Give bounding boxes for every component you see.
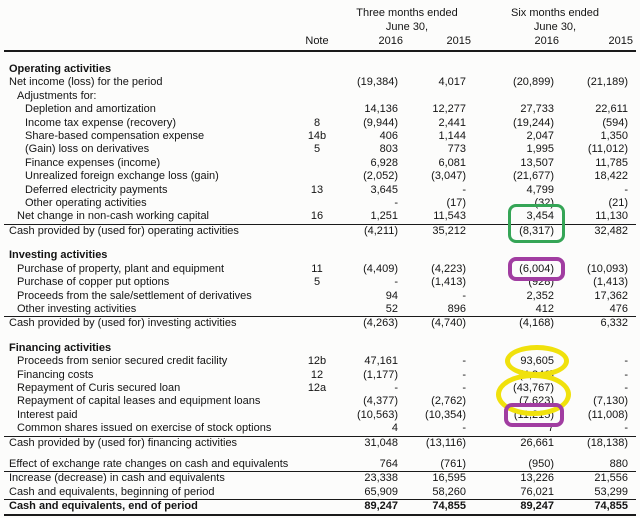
cell-value-3m-2015: 16,595 (432, 472, 467, 485)
year-header-6m-2015: 2015 (562, 34, 636, 51)
table-row (4, 472, 636, 486)
cell-value-3m-2015: 35,212 (432, 224, 467, 237)
table-row (4, 369, 636, 382)
row-note: 8 (313, 116, 321, 129)
table-header (4, 6, 636, 51)
cell-value-3m-2015: (4,223) (431, 262, 467, 275)
table-row (4, 117, 636, 130)
cell-value-6m-2016: 93,605 (520, 355, 555, 368)
table-row (4, 184, 636, 197)
cell-value-6m-2016: 7 (547, 422, 555, 435)
cell-value-6m-2016: 13,507 (520, 156, 555, 169)
cell-value-6m-2015: 74,855 (594, 500, 629, 513)
cell-value-6m-2016: (8,317) (519, 224, 555, 237)
table-row (4, 486, 636, 500)
row-label: Depletion and amortization (25, 103, 156, 116)
cell-value-6m-2015: (21) (608, 197, 629, 210)
table-row (4, 197, 636, 210)
cell-value-3m-2015: - (462, 368, 467, 381)
row-label: Share-based compensation expense (25, 130, 205, 143)
table-row (4, 76, 636, 89)
cell-value-3m-2015: (761) (440, 457, 467, 470)
cell-value-6m-2015: - (624, 381, 629, 394)
cell-value-6m-2016: 76,021 (520, 485, 555, 498)
cell-value-6m-2016: (4,168) (519, 317, 555, 330)
cell-value-6m-2016: 2,047 (526, 130, 555, 143)
cell-value-6m-2016: 3,454 (526, 210, 555, 223)
table-row (4, 130, 636, 143)
row-label: Effect of exchange rate changes on cash and equivalents (9, 457, 289, 470)
cell-value-6m-2015: 53,299 (594, 485, 629, 498)
table-row (4, 143, 636, 156)
cell-value-6m-2016: 2,352 (526, 289, 555, 302)
table-row (4, 103, 636, 116)
row-label: Finance expenses (income) (25, 156, 161, 169)
row-note (294, 76, 340, 89)
cell-value-3m-2016: (2,052) (363, 170, 398, 183)
cell-value-6m-2015: 32,482 (594, 224, 629, 237)
row-label: (Gain) loss on derivatives (25, 143, 150, 156)
cell-value-3m-2015: - (462, 381, 467, 394)
cell-value-6m-2015: - (624, 355, 629, 368)
cell-value-3m-2016: (4,409) (363, 262, 398, 275)
cell-value-6m-2015: (594) (602, 116, 629, 129)
row-note (294, 224, 340, 238)
table-row (4, 303, 636, 317)
cell-value-3m-2016: 52 (385, 302, 398, 315)
cell-value-6m-2015: (10,093) (587, 262, 629, 275)
row-label: Other investing activities (17, 302, 137, 315)
row-label: Cash and equivalents, end of period (9, 500, 198, 513)
year-header-6m-2016: 2016 (474, 34, 562, 51)
cell-value-6m-2016: (6,004) (519, 262, 555, 275)
year-header-3m-2016: 2016 (340, 34, 406, 51)
row-note (294, 486, 340, 500)
cell-value-3m-2015: - (462, 289, 467, 302)
table-row (4, 355, 636, 368)
table-row (4, 224, 636, 238)
cell-value-3m-2016: 31,048 (364, 436, 398, 449)
cell-value-6m-2016: 4,799 (526, 183, 555, 196)
cell-value-3m-2016: (4,263) (363, 317, 398, 330)
row-note (294, 303, 340, 317)
cash-flow-table (4, 6, 636, 516)
cell-value-3m-2015: - (462, 422, 467, 435)
six-months-date: June 30, (533, 21, 577, 33)
cell-value-6m-2016: 412 (535, 302, 555, 315)
row-note (294, 422, 340, 436)
cell-value-3m-2016: 14,136 (364, 103, 398, 116)
cell-value-6m-2016: (4,346) (519, 368, 555, 381)
row-note (294, 317, 340, 331)
cell-value-6m-2015: 22,611 (595, 103, 629, 116)
cell-value-3m-2016: 1,251 (370, 210, 398, 223)
cell-value-3m-2016: - (394, 276, 398, 289)
cell-value-6m-2015: (21,189) (587, 76, 629, 89)
row-label: Cash provided by (used for) operating activities (9, 224, 239, 237)
row-label: Net change in non-cash working capital (17, 210, 210, 223)
row-note (294, 436, 340, 450)
cell-value-3m-2016: 803 (379, 143, 398, 156)
row-note (294, 450, 340, 472)
cell-value-3m-2015: - (462, 183, 467, 196)
cell-value-3m-2015: (4,740) (431, 317, 467, 330)
cell-value-3m-2016: (4,377) (363, 395, 398, 408)
row-label: Common shares issued on exercise of stock options (17, 422, 272, 435)
row-label: Financing activities (9, 341, 112, 354)
row-label: Unrealized foreign exchange loss (gain) (25, 170, 219, 183)
cell-value-6m-2015: 880 (609, 457, 629, 470)
cell-value-3m-2015: (3,047) (431, 170, 467, 183)
cell-value-6m-2016: 1,995 (526, 143, 555, 156)
cell-value-6m-2015: - (624, 422, 629, 435)
table-row (4, 450, 636, 472)
cell-value-3m-2015: 12,277 (432, 103, 467, 116)
row-label: Other operating activities (25, 197, 147, 210)
cell-value-6m-2015: 476 (609, 302, 629, 315)
row-note (294, 157, 340, 170)
row-label: Adjustments for: (17, 89, 97, 102)
cell-value-6m-2015: 11,785 (595, 156, 629, 169)
row-note (294, 90, 340, 103)
table-row (4, 382, 636, 395)
table-row (4, 90, 636, 103)
cell-value-3m-2016: 23,338 (364, 472, 398, 485)
cell-value-3m-2016: (9,944) (363, 116, 398, 129)
cell-value-6m-2015: (1,413) (593, 276, 629, 289)
cell-value-6m-2016: (43,767) (513, 381, 555, 394)
row-note: 12a (307, 381, 327, 394)
row-note (294, 103, 340, 116)
cell-value-6m-2016: 27,733 (520, 103, 555, 116)
row-note (294, 331, 340, 355)
row-label: Deferred electricity payments (25, 183, 168, 196)
row-note (294, 500, 340, 515)
period-subtitle-row (4, 20, 636, 34)
cell-value-3m-2016: 764 (379, 457, 398, 470)
row-note (294, 170, 340, 183)
cell-value-3m-2016: 94 (385, 289, 398, 302)
table-row (4, 290, 636, 303)
cell-value-6m-2016: 13,226 (520, 472, 555, 485)
cell-value-3m-2016: (4,211) (363, 224, 398, 237)
row-label: Operating activities (9, 63, 112, 75)
row-label: Cash provided by (used for) financing activities (9, 436, 238, 449)
cell-value-3m-2015: (13,116) (425, 436, 467, 449)
period-title-row (4, 6, 636, 20)
column-header-row (4, 34, 636, 51)
cell-value-6m-2015: 21,556 (594, 472, 629, 485)
row-note: 12 (310, 368, 324, 381)
table-row (4, 395, 636, 408)
cell-value-6m-2015: (11,008) (587, 408, 629, 421)
cell-value-6m-2016: (19,244) (513, 116, 555, 129)
table-row (4, 210, 636, 224)
six-months-group-title: Six months ended (510, 7, 600, 19)
row-note (294, 51, 340, 76)
three-months-group-title: Three months ended (356, 7, 458, 19)
row-label: Increase (decrease) in cash and equivalents (9, 472, 225, 485)
cell-value-6m-2015: (7,130) (593, 395, 629, 408)
row-note (294, 238, 340, 262)
row-label: Cash and equivalents, beginning of period (9, 485, 215, 498)
cell-value-3m-2016: 3,645 (370, 183, 398, 196)
row-note (294, 472, 340, 486)
table-row (4, 331, 636, 355)
row-label: Purchase of copper put options (17, 276, 170, 289)
cell-value-3m-2016: 406 (379, 130, 398, 143)
cell-value-3m-2016: (19,384) (357, 76, 398, 89)
row-label: Net income (loss) for the period (9, 76, 163, 89)
cell-value-6m-2015: 18,422 (594, 170, 629, 183)
cell-value-3m-2015: (1,413) (431, 276, 467, 289)
cell-value-6m-2016: (7,623) (519, 395, 555, 408)
cell-value-3m-2016: (10,563) (357, 408, 398, 421)
note-column-header: Note (294, 34, 340, 51)
row-label: Cash provided by (used for) investing activities (9, 317, 237, 330)
table-row (4, 409, 636, 422)
row-note: 12b (307, 355, 327, 368)
row-note (294, 409, 340, 422)
row-label: Repayment of capital leases and equipment loans (17, 395, 261, 408)
cell-value-3m-2016: 89,247 (364, 500, 398, 513)
three-months-date: June 30, (385, 21, 429, 33)
cell-value-3m-2016: 6,928 (370, 156, 398, 169)
row-note: 13 (310, 183, 324, 196)
cell-value-3m-2016: - (394, 197, 398, 210)
table-row (4, 157, 636, 170)
cell-value-6m-2015: (11,012) (587, 143, 629, 156)
cell-value-3m-2015: 2,441 (438, 116, 467, 129)
cell-value-3m-2015: 896 (447, 302, 467, 315)
cell-value-6m-2016: (950) (528, 457, 555, 470)
row-note: 11 (311, 262, 323, 275)
row-note: 16 (294, 210, 340, 224)
row-label: Financing costs (17, 368, 94, 381)
cell-value-6m-2016: (20,899) (513, 76, 555, 89)
cell-value-6m-2015: 1,350 (600, 130, 629, 143)
table-row (4, 170, 636, 183)
row-note: 5 (313, 276, 321, 289)
row-note (294, 290, 340, 303)
cell-value-6m-2016: 89,247 (520, 500, 555, 513)
cell-value-3m-2015: 58,260 (432, 485, 467, 498)
table-row (4, 500, 636, 515)
row-note (294, 395, 340, 408)
cell-value-6m-2015: - (624, 183, 629, 196)
row-label: Repayment of Curis secured loan (17, 381, 181, 394)
cell-value-3m-2015: (10,354) (425, 408, 467, 421)
cell-value-3m-2015: 773 (447, 143, 467, 156)
cell-value-3m-2015: 1,144 (438, 130, 467, 143)
table-row (4, 51, 636, 76)
cell-value-3m-2015: 6,081 (438, 156, 467, 169)
cell-value-3m-2016: 47,161 (364, 355, 398, 368)
year-header-3m-2015: 2015 (406, 34, 474, 51)
row-note (294, 197, 340, 210)
row-note: 5 (313, 143, 321, 156)
cell-value-6m-2016: (21,677) (513, 170, 555, 183)
cell-value-6m-2015: 6,332 (600, 317, 629, 330)
cell-value-3m-2016: 65,909 (364, 485, 398, 498)
cell-value-6m-2016: 26,661 (520, 436, 555, 449)
table-row (4, 436, 636, 450)
row-label: Purchase of property, plant and equipment (17, 262, 225, 275)
cell-value-3m-2016: 4 (391, 422, 398, 435)
cell-value-3m-2015: 11,543 (433, 210, 467, 223)
cell-value-3m-2016: (1,177) (363, 368, 398, 381)
cell-value-3m-2016: - (394, 381, 398, 394)
table-row (4, 276, 636, 289)
cell-value-6m-2016: (32) (534, 197, 555, 210)
cell-value-6m-2015: (18,138) (587, 436, 629, 449)
row-label: Proceeds from senior secured credit facility (17, 355, 228, 368)
table-row (4, 317, 636, 331)
table-row (4, 263, 636, 276)
cell-value-3m-2015: (2,762) (431, 395, 467, 408)
cell-value-3m-2015: 74,855 (432, 500, 467, 513)
cell-value-6m-2016: (11,215) (513, 408, 555, 421)
cell-value-3m-2015: - (462, 355, 467, 368)
row-label: Income tax expense (recovery) (25, 116, 177, 129)
cell-value-3m-2015: (17) (446, 197, 467, 210)
cell-value-6m-2015: - (624, 368, 629, 381)
row-label: Interest paid (17, 408, 78, 421)
row-note: 14b (307, 130, 327, 143)
table-body (4, 51, 636, 515)
cell-value-6m-2015: 11,130 (595, 210, 629, 223)
table-row (4, 422, 636, 436)
cell-value-6m-2016: (928) (528, 276, 555, 289)
table-row (4, 238, 636, 262)
cell-value-3m-2015: 4,017 (438, 76, 467, 89)
row-label: Investing activities (9, 249, 108, 262)
row-label: Proceeds from the sale/settlement of derivatives (17, 289, 252, 302)
cell-value-6m-2015: 17,362 (594, 289, 629, 302)
